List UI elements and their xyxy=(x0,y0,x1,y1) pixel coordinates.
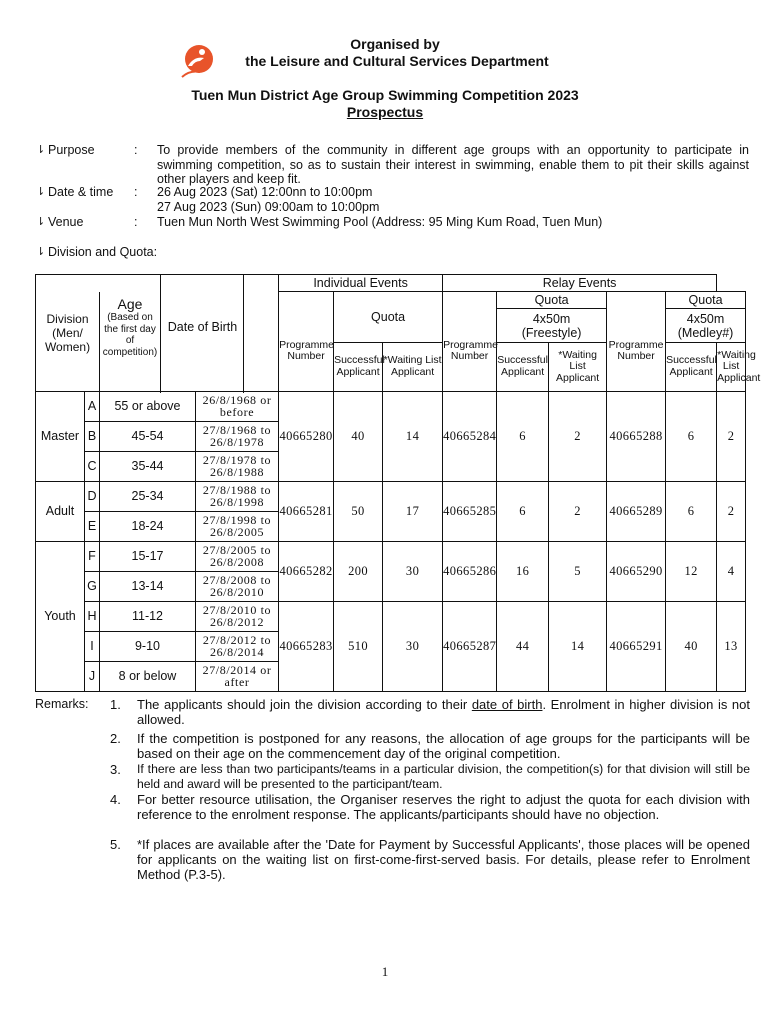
successful-quota: 44 xyxy=(497,601,549,691)
group-letter: E xyxy=(85,511,100,541)
colon: : xyxy=(134,143,138,157)
group-letter: A xyxy=(85,391,100,421)
date-of-birth: 27/8/1968 to 26/8/1978 xyxy=(196,421,279,451)
group-letter: I xyxy=(85,631,100,661)
group-letter: D xyxy=(85,481,100,511)
programme-number: 40665282 xyxy=(279,541,334,601)
age-range: 13-14 xyxy=(100,571,196,601)
date-of-birth: 27/8/2014 or after xyxy=(196,661,279,691)
group-letter: H xyxy=(85,601,100,631)
division-quota-label: Division and Quota: xyxy=(48,245,158,259)
venue-text: Tuen Mun North West Swimming Pool (Address: 95 Ming Kum Road, Tuen Mun) xyxy=(157,215,603,229)
successful-quota: 6 xyxy=(666,481,717,541)
date-of-birth: 27/8/1978 to 26/8/1988 xyxy=(196,451,279,481)
division-header: Division (Men/ Women) xyxy=(44,312,91,354)
bullet-icon: ⇂ xyxy=(36,216,46,228)
waiting-quota: 2 xyxy=(717,391,746,481)
remark-2: 2. If the competition is postponed for any reasons, the allocation of age groups for the participants will be based on their age on the commencement day of the original competition. xyxy=(110,731,750,761)
page-number: 1 xyxy=(381,964,389,979)
relay-events-header: Relay Events xyxy=(443,275,717,292)
date-of-birth: 27/8/2008 to 26/8/2010 xyxy=(196,571,279,601)
waiting-quota: 2 xyxy=(549,481,607,541)
dob-header: Date of Birth xyxy=(167,320,238,334)
date-of-birth: 27/8/2010 to 26/8/2012 xyxy=(196,601,279,631)
table-row xyxy=(36,541,746,571)
division-name: Master xyxy=(36,391,85,481)
datetime-label: Date & time xyxy=(48,185,114,199)
remark-1: 1. The applicants should join the division according to their date of birth. Enrolment in higher division is not allowed. xyxy=(110,697,751,727)
programme-number-header: Programme Number xyxy=(279,292,334,392)
group-letter: F xyxy=(85,541,100,571)
bullet-icon: ⇂ xyxy=(36,144,46,156)
age-range: 18-24 xyxy=(100,511,196,541)
age-range: 11-12 xyxy=(100,601,196,631)
age-range: 9-10 xyxy=(100,631,196,661)
remark-4: 4. For better resource utilisation, the Organiser reserves the right to adjust the quota for each division with reference to the enrolment response. The applicants/participants should have no objection. xyxy=(110,792,750,822)
successful-header: Successful Applicant xyxy=(497,343,549,392)
waiting-quota: 17 xyxy=(383,481,443,541)
successful-quota: 12 xyxy=(666,541,717,601)
programme-number: 40665291 xyxy=(607,601,666,691)
waiting-quota: 4 xyxy=(717,541,746,601)
group-letter: J xyxy=(85,661,100,691)
waiting-header: *Waiting List Applicant xyxy=(717,343,746,392)
medley-header: 4x50m (Medley#) xyxy=(666,309,746,343)
waiting-quota: 30 xyxy=(383,601,443,691)
date-of-birth: 27/8/1998 to 26/8/2005 xyxy=(196,511,279,541)
table-row xyxy=(36,601,746,631)
colon: : xyxy=(134,185,138,199)
header-divider xyxy=(160,274,161,393)
age-range: 55 or above xyxy=(100,391,196,421)
header-divider xyxy=(99,292,100,393)
age-header: Age xyxy=(117,296,143,312)
remark-3: 3. If there are less than two participants/teams in a particular division, the competition(s) for that division will still be held and award will be presented to the participant/team. xyxy=(110,762,750,791)
waiting-quota: 30 xyxy=(383,541,443,601)
programme-number: 40665283 xyxy=(279,601,334,691)
purpose-label: Purpose xyxy=(48,143,95,157)
successful-quota: 6 xyxy=(666,391,717,481)
page-title: Tuen Mun District Age Group Swimming Competition 2023 xyxy=(191,87,579,103)
waiting-quota: 13 xyxy=(717,601,746,691)
successful-quota: 50 xyxy=(334,481,383,541)
division-name: Adult xyxy=(36,481,85,541)
programme-number: 40665287 xyxy=(443,601,497,691)
colon: : xyxy=(134,215,138,229)
successful-quota: 16 xyxy=(497,541,549,601)
programme-number-header: Programme Number xyxy=(443,292,497,392)
quota-medley-header: Quota xyxy=(666,292,746,309)
table-row xyxy=(36,391,746,421)
bullet-icon: ⇂ xyxy=(36,246,46,258)
group-letter: B xyxy=(85,421,100,451)
group-letter: C xyxy=(85,451,100,481)
programme-number: 40665285 xyxy=(443,481,497,541)
programme-number: 40665289 xyxy=(607,481,666,541)
date-line-1: 26 Aug 2023 (Sat) 12:00nn to 10:00pm xyxy=(157,185,373,199)
successful-quota: 200 xyxy=(334,541,383,601)
waiting-header: *Waiting List Applicant xyxy=(383,343,443,392)
purpose-row xyxy=(0,143,770,187)
division-quota-row xyxy=(0,245,770,261)
datetime-row xyxy=(0,185,770,215)
successful-header: Successful Applicant xyxy=(666,343,717,392)
page-subtitle: Prospectus xyxy=(346,104,424,120)
programme-number: 40665284 xyxy=(443,391,497,481)
date-of-birth: 27/8/2012 to 26/8/2014 xyxy=(196,631,279,661)
date-of-birth: 26/8/1968 or before xyxy=(196,391,279,421)
organised-by: Organised by xyxy=(350,36,440,52)
venue-row xyxy=(0,215,770,231)
waiting-quota: 14 xyxy=(383,391,443,481)
waiting-quota: 2 xyxy=(717,481,746,541)
waiting-quota: 14 xyxy=(549,601,607,691)
header-divider xyxy=(243,274,244,393)
programme-number: 40665288 xyxy=(607,391,666,481)
table-row xyxy=(36,481,746,511)
successful-header: Successful Applicant xyxy=(334,343,383,392)
bullet-icon: ⇂ xyxy=(36,186,46,198)
programme-number: 40665286 xyxy=(443,541,497,601)
group-letter: G xyxy=(85,571,100,601)
programme-number: 40665290 xyxy=(607,541,666,601)
age-range: 45-54 xyxy=(100,421,196,451)
date-of-birth: 27/8/1988 to 26/8/1998 xyxy=(196,481,279,511)
age-range: 35-44 xyxy=(100,451,196,481)
programme-number-header: Programme Number xyxy=(607,292,666,392)
successful-quota: 40 xyxy=(666,601,717,691)
waiting-header: *Waiting List Applicant xyxy=(549,343,607,392)
programme-number: 40665280 xyxy=(279,391,334,481)
age-range: 25-34 xyxy=(100,481,196,511)
successful-quota: 510 xyxy=(334,601,383,691)
division-name: Youth xyxy=(36,541,85,691)
quota-header: Quota xyxy=(334,292,443,343)
age-range: 8 or below xyxy=(100,661,196,691)
successful-quota: 6 xyxy=(497,391,549,481)
date-line-2: 27 Aug 2023 (Sun) 09:00am to 10:00pm xyxy=(157,200,380,214)
age-range: 15-17 xyxy=(100,541,196,571)
remark-5: 5. *If places are available after the 'Date for Payment by Successful Applicants', those places will be opened for applicants on the waiting list on first-come-first-served basis. For details, please refer to Enrolment Method (P.3-5). xyxy=(110,837,750,882)
organiser-name: the Leisure and Cultural Services Department xyxy=(245,53,549,69)
freestyle-header: 4x50m (Freestyle) xyxy=(497,309,607,343)
waiting-quota: 5 xyxy=(549,541,607,601)
successful-quota: 40 xyxy=(334,391,383,481)
remarks-label: Remarks: xyxy=(35,697,89,711)
purpose-text: To provide members of the community in different age groups with an opportunity to participate in swimming competition, so as to sustain their interest in swimming, enable them to pit their skills against other players and keep fit. xyxy=(157,143,749,186)
venue-label: Venue xyxy=(48,215,84,229)
age-note: (Based on the first day of competition) xyxy=(102,312,158,358)
programme-number: 40665281 xyxy=(279,481,334,541)
date-of-birth: 27/8/2005 to 26/8/2008 xyxy=(196,541,279,571)
successful-quota: 6 xyxy=(497,481,549,541)
waiting-quota: 2 xyxy=(549,391,607,481)
individual-events-header: Individual Events xyxy=(279,275,443,292)
quota-freestyle-header: Quota xyxy=(497,292,607,309)
